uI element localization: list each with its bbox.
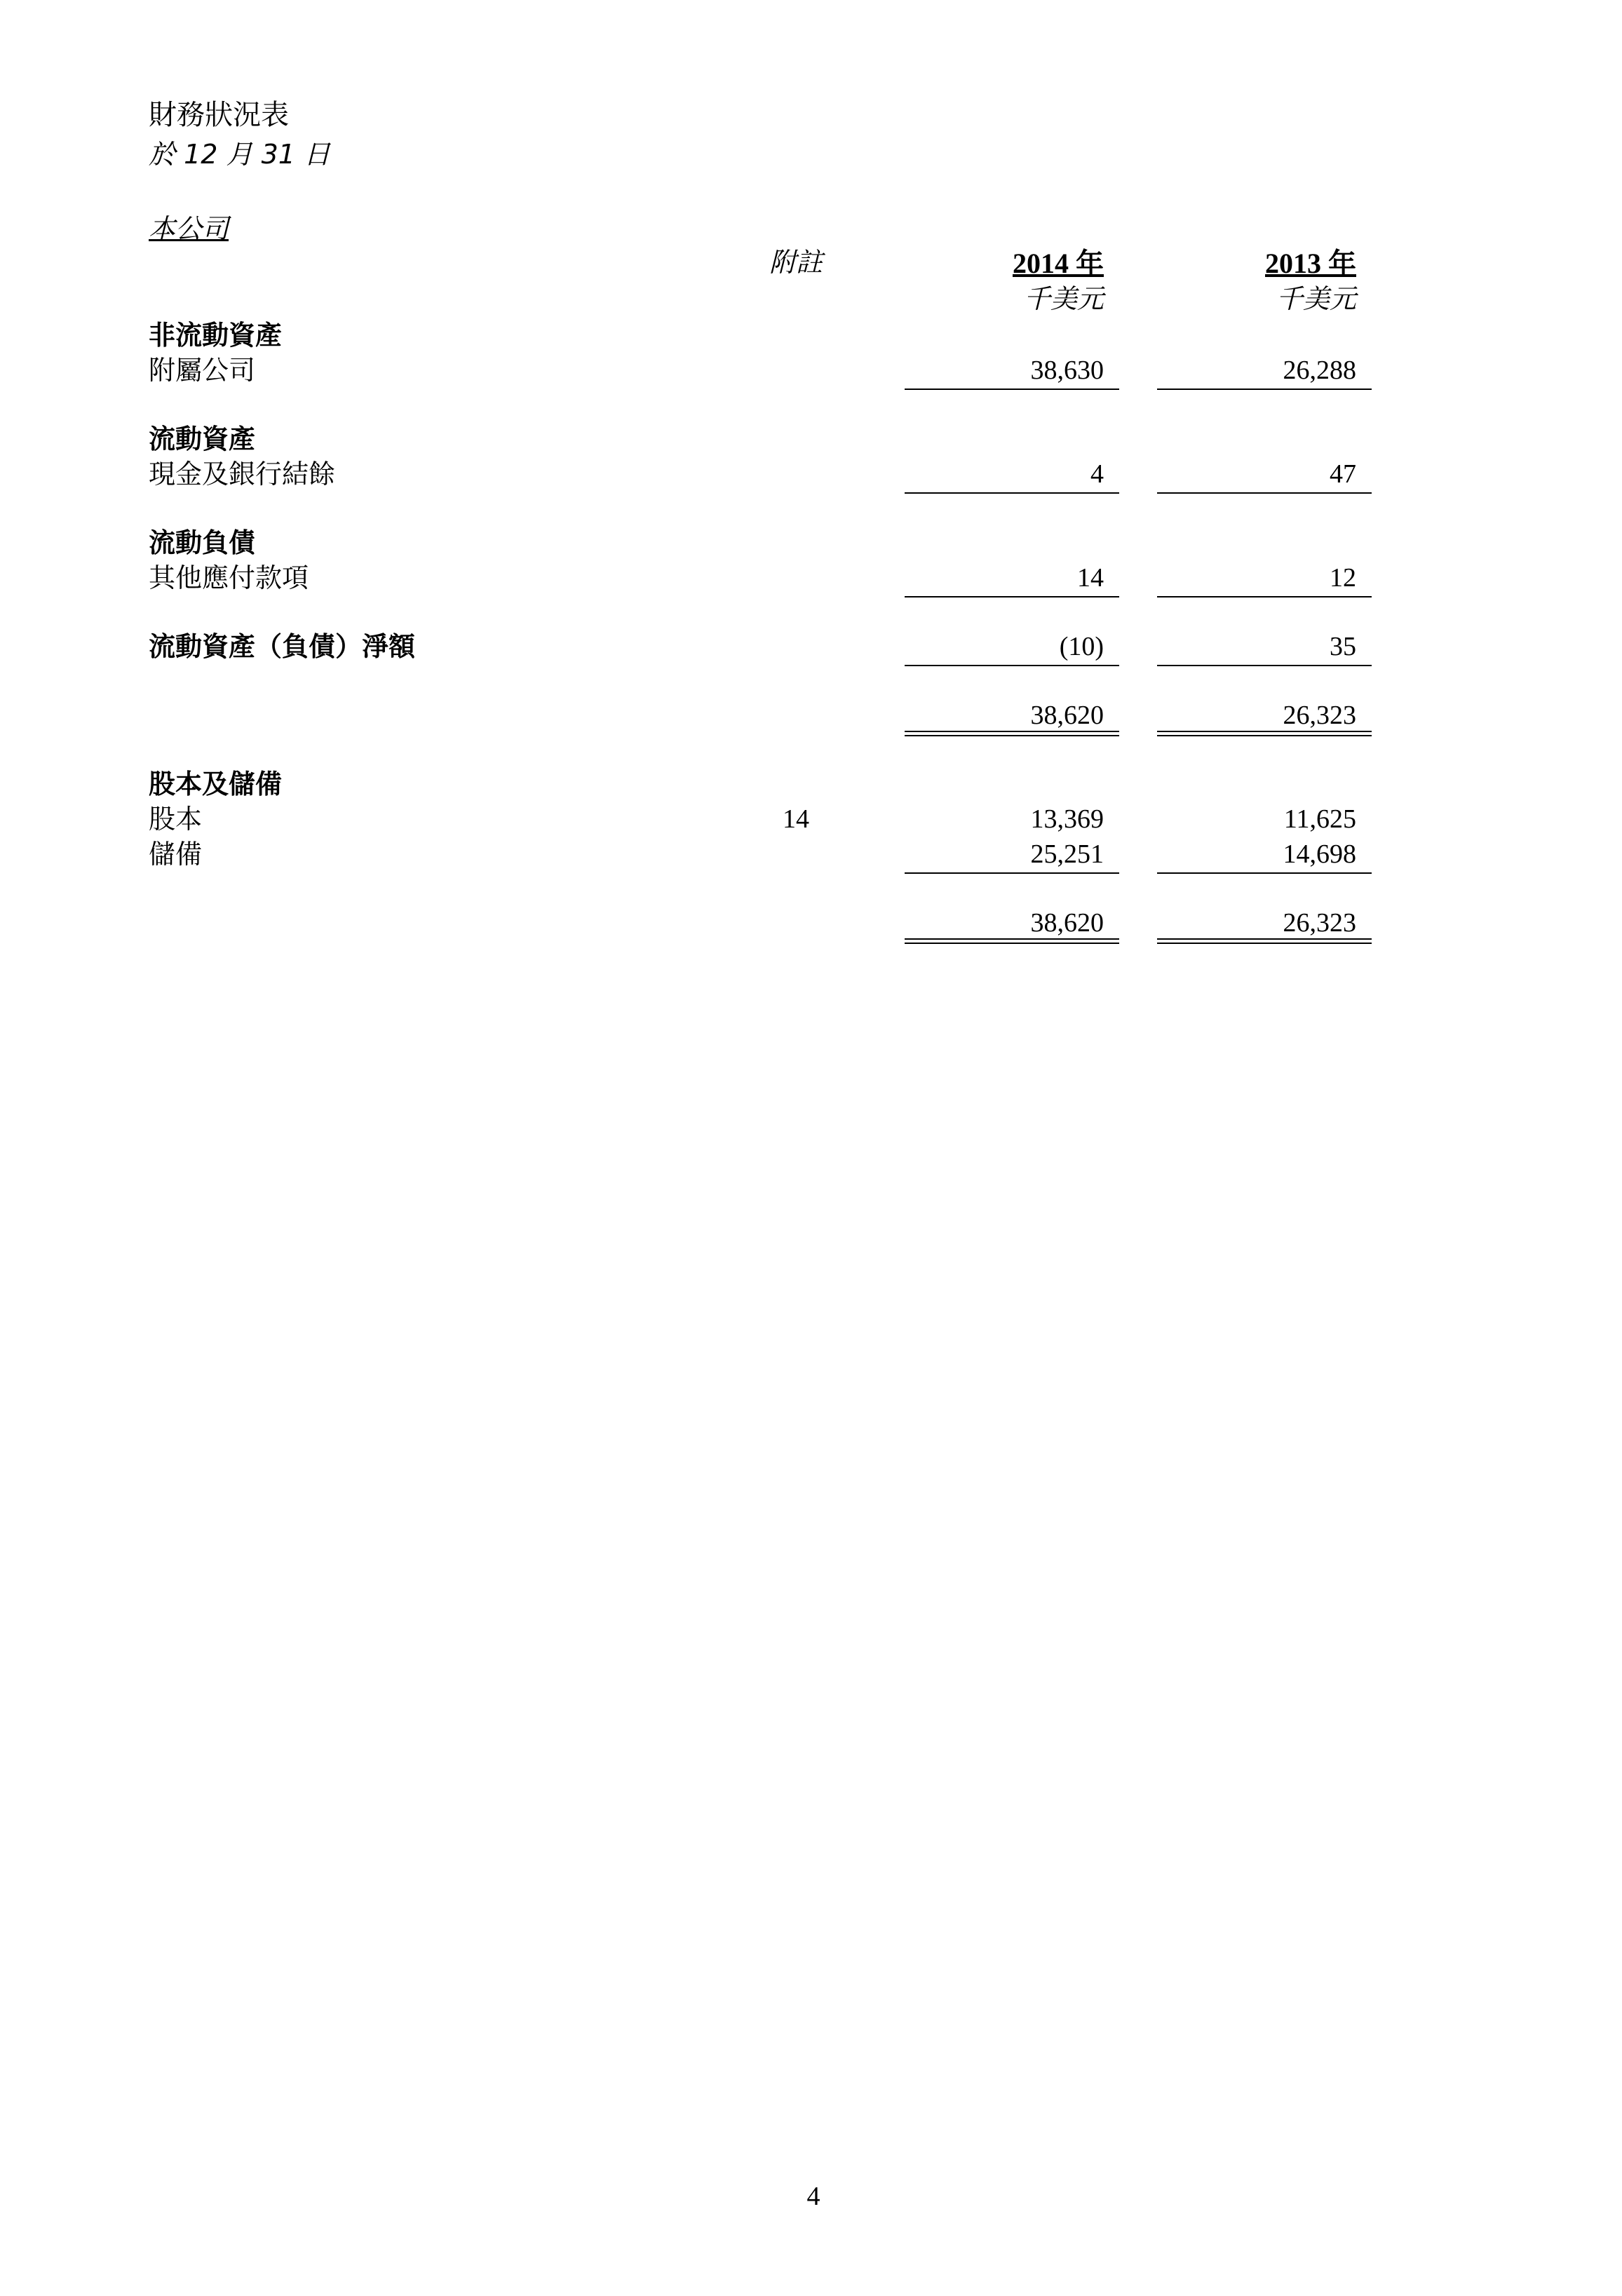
rule-line (1157, 596, 1372, 597)
total-equity-2013: 26,323 (1283, 908, 1356, 938)
double-rule-line (1157, 938, 1372, 944)
rule-line (905, 665, 1119, 666)
year-2014-header: 2014 年 (1013, 248, 1104, 279)
cash-2014: 4 (1090, 459, 1104, 489)
rule-line (905, 872, 1119, 874)
share-capital-note: 14 (783, 804, 809, 834)
non-current-assets-heading: 非流動資產 (149, 320, 283, 351)
share-capital-2013: 11,625 (1283, 804, 1356, 834)
rule-line (1157, 389, 1372, 390)
double-rule-line (905, 731, 1119, 736)
double-rule-line (1157, 731, 1372, 736)
rule-line (1157, 665, 1372, 666)
rule-line (1157, 872, 1372, 874)
cash-label: 現金及銀行結餘 (149, 459, 336, 489)
other-payables-2013: 12 (1330, 563, 1356, 593)
total-equity-2014: 38,620 (1030, 908, 1104, 938)
total-assets-2014: 38,620 (1030, 701, 1104, 730)
note-column-header: 附註 (769, 247, 823, 278)
other-payables-label: 其他應付款項 (149, 562, 309, 593)
rule-line (905, 596, 1119, 597)
share-capital-label: 股本 (149, 804, 203, 835)
statement-title: 財務狀況表 (149, 99, 289, 131)
company-label: 本公司 (149, 213, 229, 244)
rule-line (905, 492, 1119, 494)
equity-heading: 股本及儲備 (149, 769, 283, 799)
statement-date: 於 12 月 31 日 (149, 139, 331, 170)
current-assets-heading: 流動資產 (149, 424, 256, 454)
unit-2013-header: 千美元 (1276, 283, 1356, 314)
unit-2014-header: 千美元 (1023, 283, 1104, 314)
share-capital-2014: 13,369 (1030, 804, 1104, 834)
cash-2013: 47 (1330, 459, 1356, 489)
year-2013-header: 2013 年 (1265, 248, 1356, 279)
subsidiaries-label: 附屬公司 (149, 355, 256, 386)
net-current-label: 流動資產（負債）淨額 (149, 631, 416, 662)
reserves-2014: 25,251 (1030, 839, 1104, 869)
reserves-2013: 14,698 (1283, 839, 1356, 869)
current-liabilities-heading: 流動負債 (149, 527, 256, 558)
other-payables-2014: 14 (1077, 563, 1104, 593)
double-rule-line (905, 938, 1119, 944)
page-number: 4 (806, 2182, 820, 2211)
net-current-2013: 35 (1330, 632, 1356, 661)
total-assets-2013: 26,323 (1283, 701, 1356, 730)
rule-line (1157, 492, 1372, 494)
subsidiaries-2014: 38,630 (1030, 356, 1104, 385)
reserves-label: 儲備 (149, 839, 203, 870)
net-current-2014: (10) (1059, 632, 1104, 661)
rule-line (905, 389, 1119, 390)
subsidiaries-2013: 26,288 (1283, 356, 1356, 385)
